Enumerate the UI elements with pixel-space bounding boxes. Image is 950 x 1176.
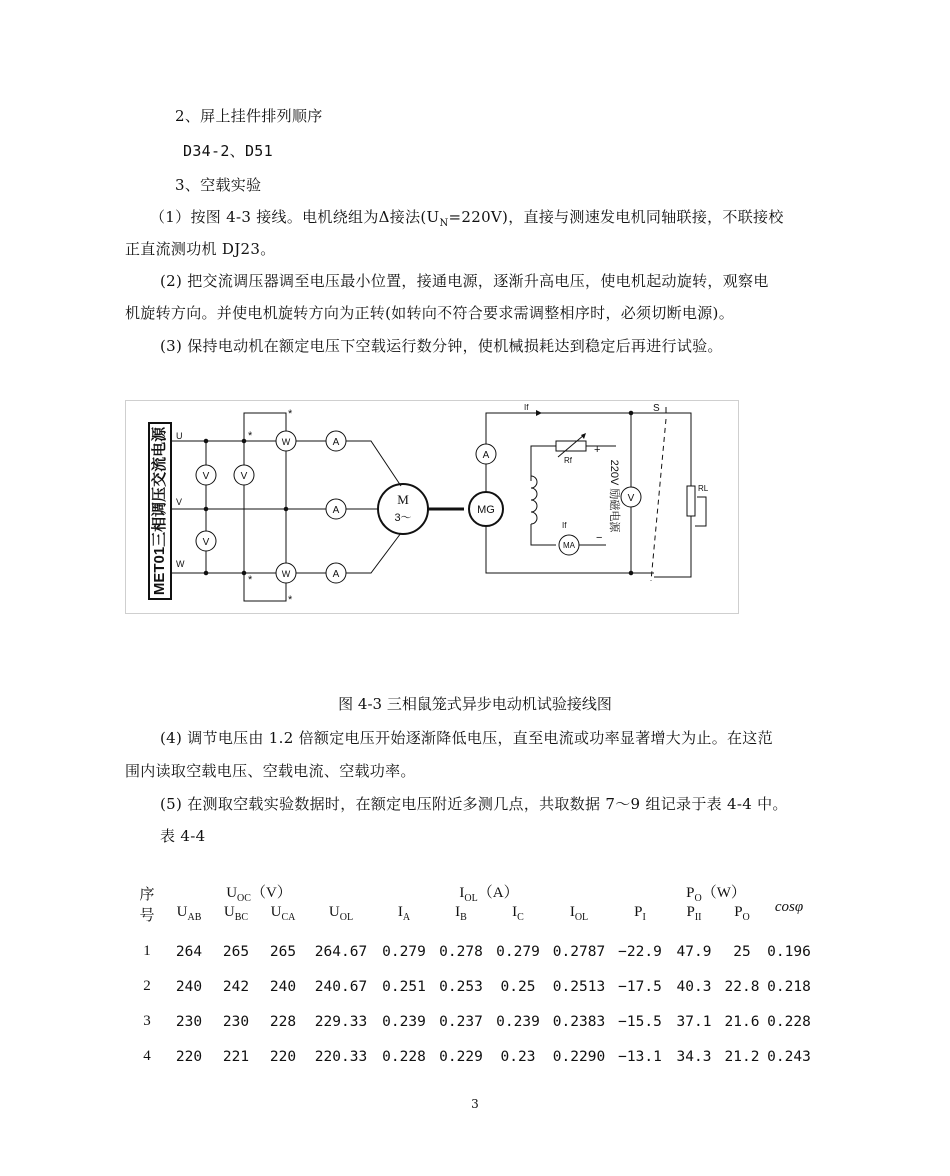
table-cell: 40.3: [676, 978, 712, 995]
ic-header: $I_C$: [512, 904, 524, 923]
phase-w-label: W: [176, 559, 185, 569]
wattmeter-1: W: [281, 437, 291, 447]
table-cell: 0.237: [439, 1013, 483, 1030]
seq-header-top: 序: [139, 887, 155, 903]
field-current-label: If: [562, 521, 567, 530]
table-cell: 37.1: [676, 1013, 712, 1030]
table-cell: 0.25: [500, 978, 536, 995]
table-row: [128, 1039, 814, 1074]
ammeter-w: A: [332, 569, 340, 580]
motor-label-bottom: 3～: [394, 512, 412, 524]
table-body: [128, 934, 814, 1074]
rheostat-label: Rf: [564, 456, 572, 465]
table-cell: 240: [175, 978, 203, 995]
table-cell: 21.6: [724, 1013, 760, 1030]
seq-header-bottom: 号: [139, 908, 155, 924]
table-cell: 0.2787: [552, 943, 606, 960]
ammeter-u: A: [332, 437, 340, 448]
table-cell: 0.279: [496, 943, 540, 960]
table-cell: 21.2: [724, 1048, 760, 1065]
table-cell: 0.279: [382, 943, 426, 960]
step-5-text: (5) 在测取空载实验数据时，在额定电压附近多测几点，共取数据 7～9 组记录于表 4-4 中。: [160, 795, 788, 813]
uol-header: $U_{OL}$: [328, 904, 354, 923]
star-mark-4: *: [288, 594, 293, 606]
table-cell: 0.218: [767, 978, 811, 995]
table-header-row-1: [128, 880, 814, 904]
star-mark-1: *: [288, 408, 293, 420]
table-row: [128, 1004, 814, 1039]
voltmeter-vw: V: [202, 537, 210, 548]
load-label: RL: [698, 484, 709, 493]
field-current-label-top: If: [524, 403, 529, 412]
step-4-text-line1: (4) 调节电压由 1.2 倍额定电压开始逐渐降低电压，直至电流或功率显著增大为止。在这范: [160, 729, 773, 747]
plus-terminal: +: [594, 444, 601, 456]
table-cell: 0.239: [382, 1013, 426, 1030]
table-cell: 0.196: [767, 943, 811, 960]
step-1-sub: N: [439, 218, 449, 229]
milliammeter: MA: [563, 541, 575, 550]
figure-caption: 图 4-3 三相鼠笼式异步电动机试验接线图: [338, 695, 612, 713]
table-cell: −17.5: [618, 978, 662, 995]
pii-header: $P_{II}$: [686, 904, 702, 923]
table-row: [128, 934, 814, 969]
table-cell: 4: [143, 1048, 151, 1064]
table-cell: 220: [269, 1048, 297, 1065]
table-cell: 0.228: [767, 1013, 811, 1030]
table-cell: 0.253: [439, 978, 483, 995]
pi-header: $P_I$: [634, 904, 646, 923]
uca-header: $U_{CA}$: [270, 904, 296, 923]
no-load-test-table: [128, 880, 814, 1074]
table-cell: 0.229: [439, 1048, 483, 1065]
generator-label: MG: [477, 504, 495, 516]
table-cell: 221: [222, 1048, 250, 1065]
table-header-row-2: [128, 904, 814, 934]
table-cell: 0.251: [382, 978, 426, 995]
step-1-post: =220V)，直接与测速发电机同轴联接，不联接校: [448, 208, 784, 226]
table-cell: 264.67: [314, 943, 368, 960]
iol-group-header: $I_{OL}(A)$: [459, 885, 519, 904]
table-cell: 1: [143, 943, 151, 959]
step-4-text-line2: 围内读取空载电压、空载电流、空载功率。: [125, 762, 416, 780]
cos-header: cosφ: [774, 898, 804, 915]
table-cell: 240.67: [314, 978, 368, 995]
table-cell: −15.5: [618, 1013, 662, 1030]
star-mark-3: *: [248, 574, 253, 586]
step-3-text: (3) 保持电动机在额定电压下空载运行数分钟，使机械损耗达到稳定后再进行试验。: [160, 337, 723, 355]
step-1-text-line1: [150, 206, 784, 229]
switch-label: S: [653, 403, 660, 414]
page-number: 3: [471, 1097, 479, 1111]
table-cell: 0.2513: [552, 978, 606, 995]
table-cell: 264: [175, 943, 203, 960]
ia-header: $I_A$: [397, 904, 411, 923]
module-list: D34-2、D51: [183, 142, 273, 160]
ubc-header: $U_{BC}$: [223, 904, 249, 923]
table-cell: 230: [222, 1013, 250, 1030]
table-cell: 25: [733, 943, 751, 960]
step-1-pre: （1）按图 4-3 接线。电机绕组为Δ接法(U: [150, 208, 440, 226]
table-cell: 0.228: [382, 1048, 426, 1065]
table-cell: 0.2383: [552, 1013, 606, 1030]
table-cell: 220.33: [314, 1048, 368, 1065]
table-cell: 0.23: [500, 1048, 536, 1065]
phase-u-label: U: [176, 431, 183, 441]
step-1-text-line2: 正直流测功机 DJ23。: [125, 240, 276, 258]
voltmeter-uw: V: [240, 471, 248, 482]
source-label: MET01三相调压交流电源: [150, 426, 168, 596]
voltmeter-generator: V: [627, 493, 635, 504]
ammeter-generator: A: [482, 450, 490, 461]
table-cell: 0.243: [767, 1048, 811, 1065]
table-cell: 230: [175, 1013, 203, 1030]
table-cell: 229.33: [314, 1013, 368, 1030]
minus-terminal: −: [596, 532, 603, 544]
wiring-diagram-figure: [125, 400, 739, 614]
motor-label-top: M: [397, 492, 409, 507]
table-cell: −13.1: [618, 1048, 662, 1065]
table-cell: 47.9: [676, 943, 712, 960]
table-row: [128, 969, 814, 1004]
phase-v-label: V: [176, 497, 183, 507]
table-label: 表 4-4: [160, 827, 206, 845]
po-group-header: $P_O(W)$: [686, 885, 746, 904]
table-cell: 2: [143, 978, 151, 994]
ib-header: $I_B$: [455, 904, 467, 923]
table-cell: 220: [175, 1048, 203, 1065]
wattmeter-2: W: [281, 569, 291, 579]
section-3-heading: 3、空载实验: [175, 176, 262, 194]
excitation-label: 220V 励磁电源: [608, 459, 620, 533]
star-mark-2: *: [248, 430, 253, 442]
iol-header: $I_{OL}$: [569, 904, 589, 923]
section-2-heading: 2、屏上挂件排列顺序: [175, 107, 323, 125]
table-cell: 0.2290: [552, 1048, 606, 1065]
uab-header: $U_{AB}$: [176, 904, 202, 923]
table-cell: 34.3: [676, 1048, 712, 1065]
step-2-text-line1: (2) 把交流调压器调至电压最小位置，接通电源，逐渐升高电压，使电机起动旋转，观察电: [160, 272, 769, 290]
table-cell: 3: [143, 1013, 151, 1029]
table-cell: 242: [222, 978, 250, 995]
table-cell: 265: [222, 943, 250, 960]
po-header: $P_O$: [734, 904, 750, 923]
table-cell: 240: [269, 978, 297, 995]
step-2-text-line2: 机旋转方向。并使电机旋转方向为正转(如转向不符合要求需调整相序时，必须切断电源)。: [125, 304, 735, 322]
table-cell: 228: [269, 1013, 297, 1030]
uoc-group-header: $U_{OC}(V)$: [226, 885, 292, 904]
ammeter-v: A: [332, 505, 340, 516]
table-cell: −22.9: [618, 943, 662, 960]
table-cell: 22.8: [724, 978, 760, 995]
table-cell: 0.239: [496, 1013, 540, 1030]
table-cell: 0.278: [439, 943, 483, 960]
voltmeter-uv: V: [202, 471, 210, 482]
table-cell: 265: [269, 943, 297, 960]
